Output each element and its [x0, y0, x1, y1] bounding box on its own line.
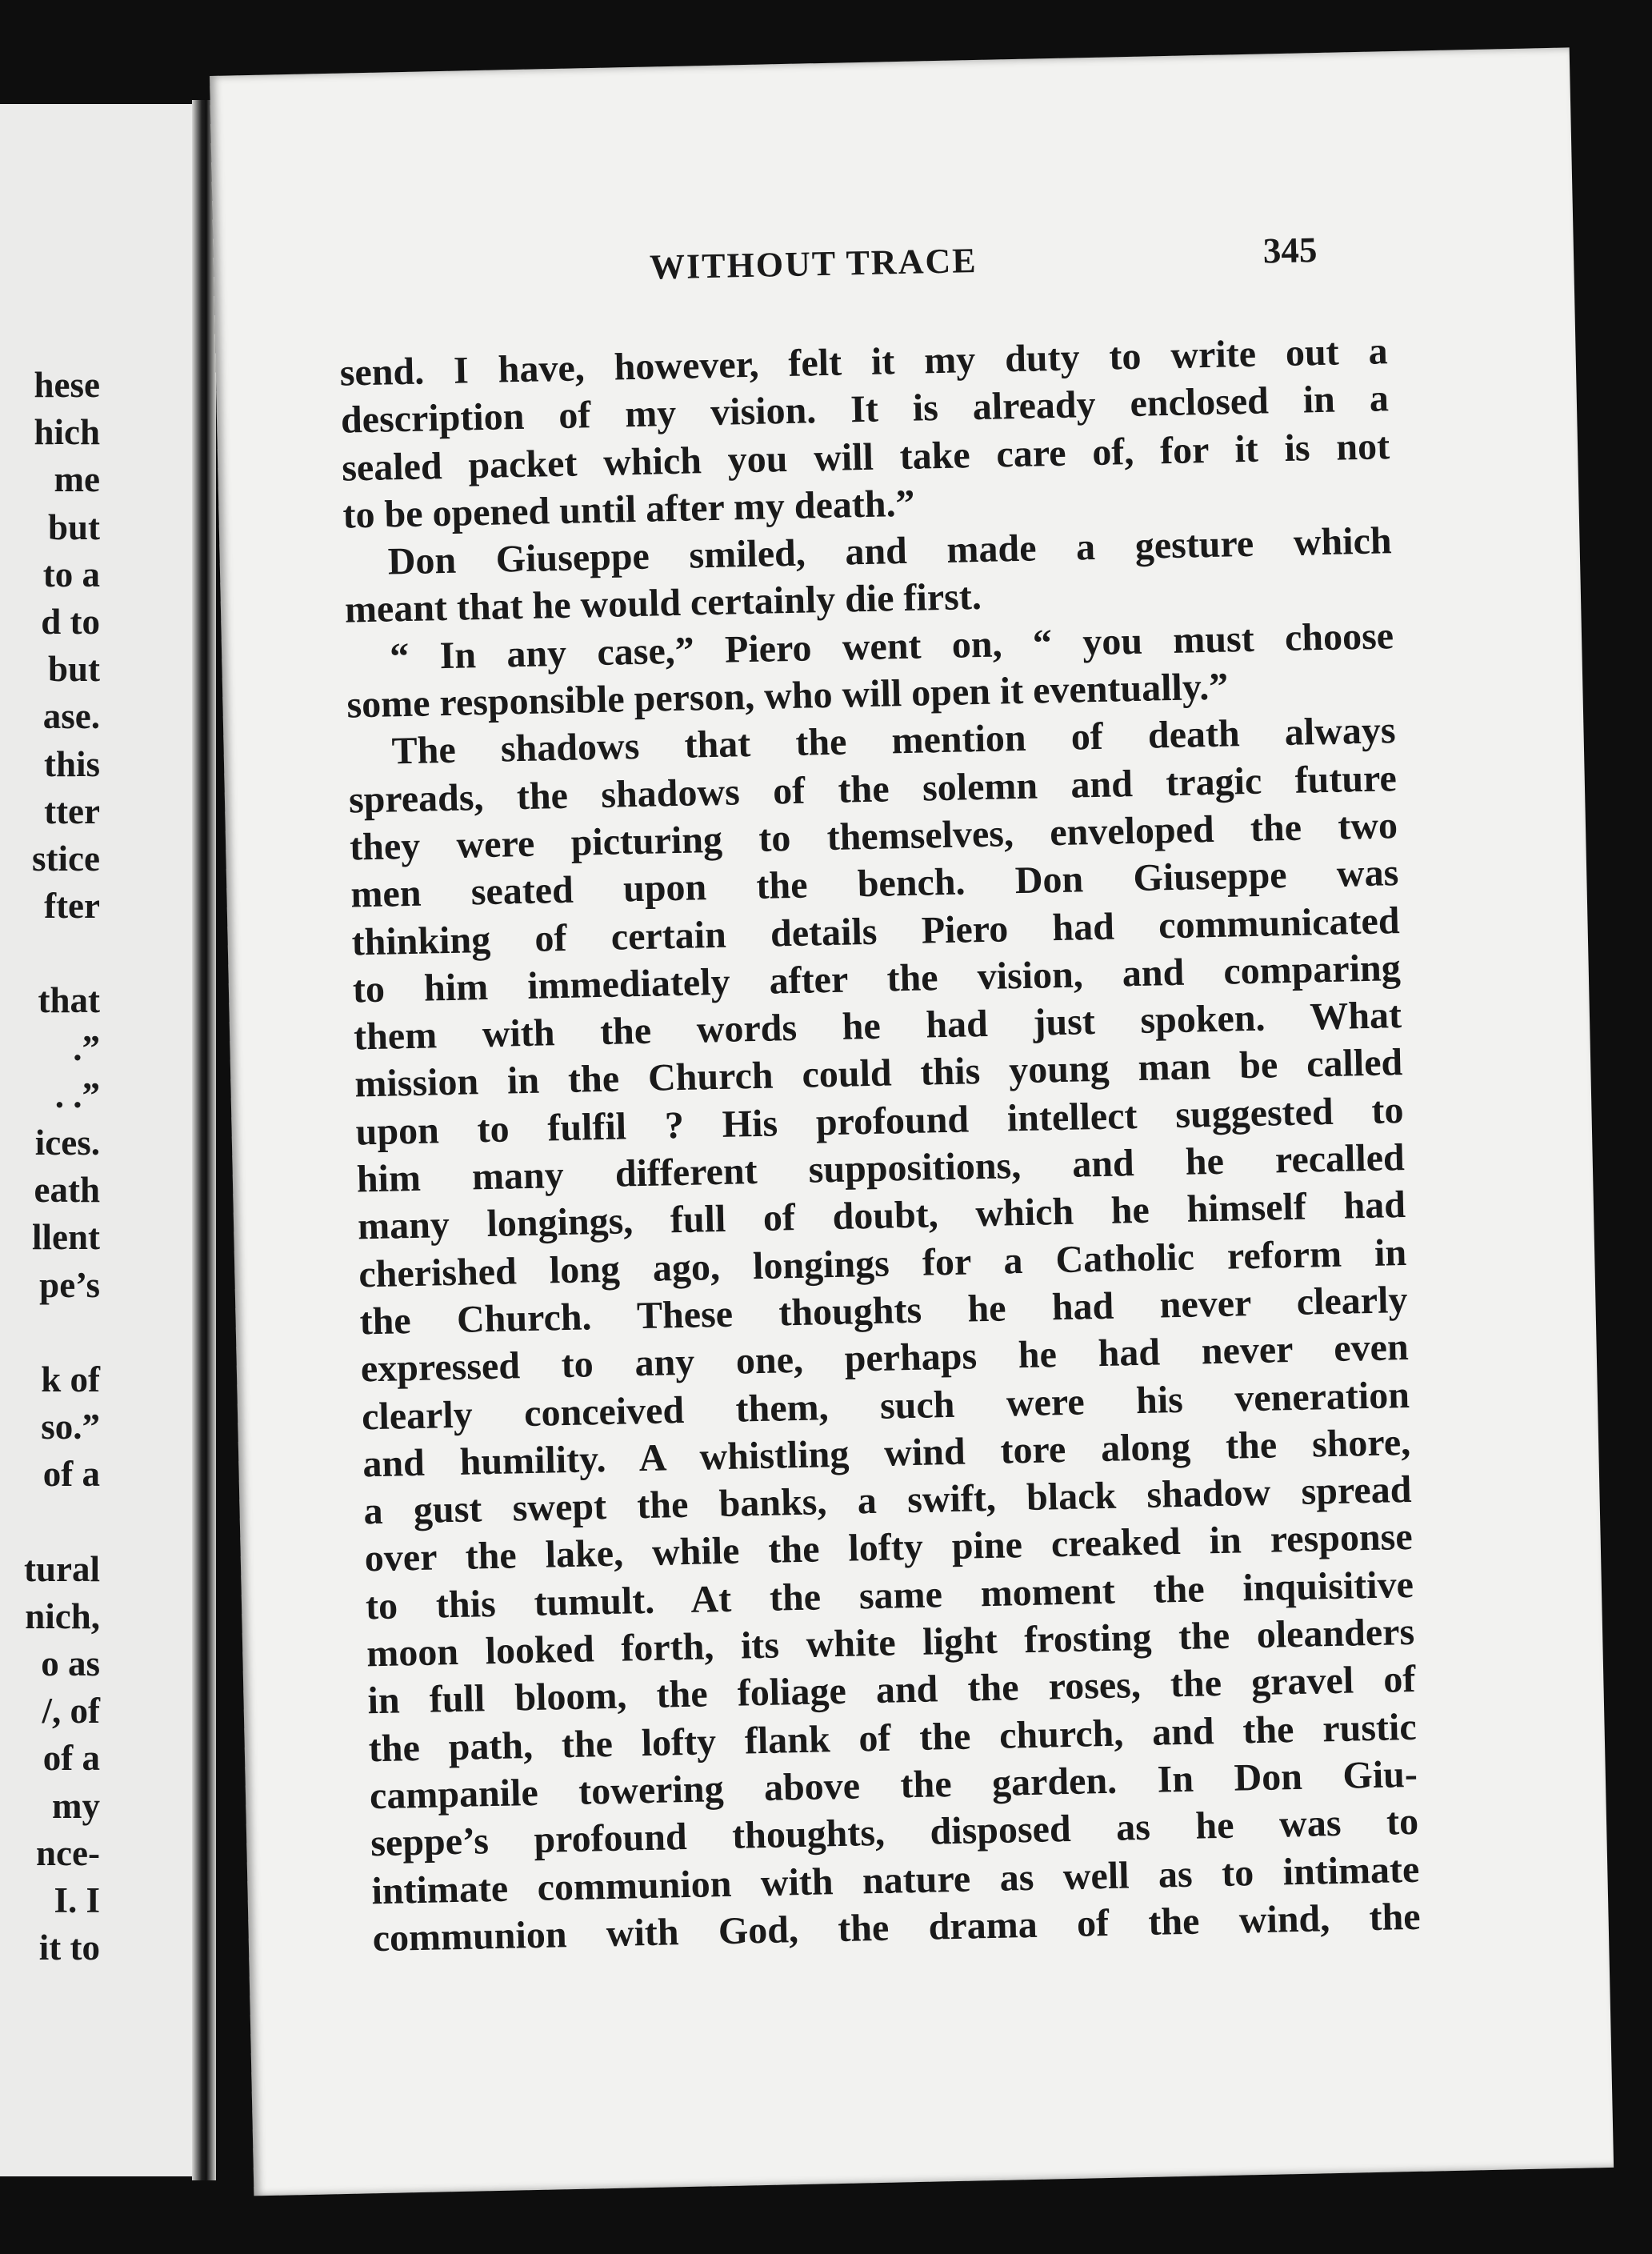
- left-page-fragment: me: [54, 459, 100, 500]
- left-page-fragment: but: [47, 506, 100, 547]
- left-page-fragment: eath: [34, 1170, 100, 1211]
- text-line: sealed packet which you will take care of, for it is not: [341, 424, 1390, 490]
- text-line: to him immediately after the vision, and comparing: [352, 946, 1402, 1011]
- text-line: him many different suppositions, and he recalled: [356, 1136, 1406, 1201]
- left-page-fragment: k of: [41, 1359, 100, 1399]
- left-page-fragment: fter: [44, 886, 100, 927]
- text-line: The shadows that the mention of death always: [391, 709, 1397, 773]
- left-page-fragment: llent: [32, 1217, 100, 1258]
- left-page-fragment: [0, 1499, 100, 1546]
- text-line: a gust swept the banks, a swift, black shadow spread: [363, 1468, 1412, 1533]
- text-line: communion with God, the drama of the wind, the: [372, 1895, 1422, 1960]
- text-line: mission in the Church could this young man be called: [354, 1041, 1403, 1106]
- text-line: they were picturing to themselves, enveloped the two: [349, 804, 1398, 869]
- page-number: 345: [1262, 230, 1318, 271]
- text-line: and humility. A whistling wind tore along the shore,: [362, 1420, 1411, 1486]
- text-line: seppe’s profound thoughts, disposed as he was to: [370, 1800, 1419, 1865]
- text-line: to be opened until after my death.”: [342, 482, 916, 537]
- left-page-fragment: nce-: [36, 1832, 100, 1873]
- text-line: thinking of certain details Piero had communicated: [351, 899, 1400, 964]
- text-line: cherished long ago, longings for a Catholic reform in: [358, 1231, 1407, 1296]
- left-page: [0, 104, 204, 2176]
- left-page-fragment: o as: [41, 1643, 100, 1684]
- left-page-fragment: d to: [41, 601, 100, 642]
- left-page-fragment: .”: [73, 1027, 100, 1068]
- right-page: [210, 47, 1614, 2196]
- left-page-fragment: but: [47, 649, 100, 690]
- left-page-fragment: [0, 930, 100, 977]
- left-page-fragment: tural: [24, 1548, 100, 1589]
- left-page-fragment: hich: [34, 412, 100, 453]
- left-page-fragment: of a: [42, 1454, 100, 1495]
- text-line: many longings, full of doubt, which he himself had: [357, 1183, 1406, 1248]
- text-line: the Church. These thoughts he had never clearly: [359, 1278, 1408, 1343]
- left-page-fragment: my: [52, 1785, 100, 1826]
- left-page-fragment: ase.: [42, 696, 100, 737]
- text-line: the path, the lofty flank of the church, and the rustic: [368, 1705, 1418, 1770]
- running-head: WITHOUT TRACE: [649, 240, 978, 287]
- text-line: meant that he would certainly die first.: [344, 575, 982, 632]
- left-page-fragment: tter: [44, 791, 100, 831]
- left-page-fragment: ices.: [34, 1123, 100, 1163]
- text-line: spreads, the shadows of the solemn and tragic future: [348, 756, 1398, 822]
- left-page-fragment: I. I: [54, 1880, 100, 1920]
- text-line: upon to fulfil ? His profound intellect suggested to: [355, 1088, 1404, 1154]
- text-line: “ In any case,” Piero went on, “ you must choose: [389, 614, 1394, 679]
- body-text: [339, 327, 1421, 1962]
- text-line: in full bloom, the foliage and the roses, the gravel of: [367, 1658, 1416, 1723]
- left-page-fragment: nich,: [25, 1595, 100, 1636]
- text-line: over the lake, while the lofty pine creaked in response: [364, 1515, 1414, 1580]
- text-line: description of my vision. It is already enclosed in a: [340, 377, 1390, 442]
- left-page-fragment: [0, 1309, 100, 1356]
- left-page-fragment: this: [43, 743, 100, 784]
- text-line: some responsible person, who will open it eventually.”: [346, 665, 1229, 727]
- left-page-fragment: /, of: [42, 1691, 100, 1732]
- left-page-fragment: so.”: [41, 1407, 100, 1447]
- text-line: intimate communion with nature as well as to intimate: [370, 1848, 1420, 1912]
- left-page-fragment: that: [38, 980, 100, 1021]
- left-page-fragment: pe’s: [39, 1264, 100, 1305]
- text-line: them with the words he had just spoken. What: [353, 994, 1402, 1059]
- text-line: to this tumult. At the same moment the inquisitive: [365, 1563, 1414, 1628]
- left-page-text-fragments: [0, 362, 100, 1972]
- left-page-fragment: it to: [38, 1928, 100, 1968]
- text-line: send. I have, however, felt it my duty to write out a: [339, 330, 1389, 394]
- left-page-fragment: of a: [42, 1738, 100, 1779]
- left-page-fragment: . .”: [54, 1075, 100, 1115]
- text-line: moon looked forth, its white light frosting the oleanders: [366, 1610, 1415, 1675]
- left-page-fragment: to a: [42, 554, 100, 595]
- text-line: clearly conceived them, such were his veneration: [361, 1373, 1410, 1438]
- text-line: campanile towering above the garden. In Don Giu-: [369, 1752, 1418, 1818]
- text-line: expressed to any one, perhaps he had never even: [360, 1326, 1410, 1391]
- left-page-fragment: hese: [34, 365, 100, 405]
- text-line: Don Giuseppe smiled, and made a gesture which: [387, 519, 1393, 583]
- left-page-fragment: stice: [32, 838, 100, 879]
- book-gutter: [192, 100, 216, 2180]
- text-line: men seated upon the bench. Don Giuseppe was: [350, 851, 1399, 916]
